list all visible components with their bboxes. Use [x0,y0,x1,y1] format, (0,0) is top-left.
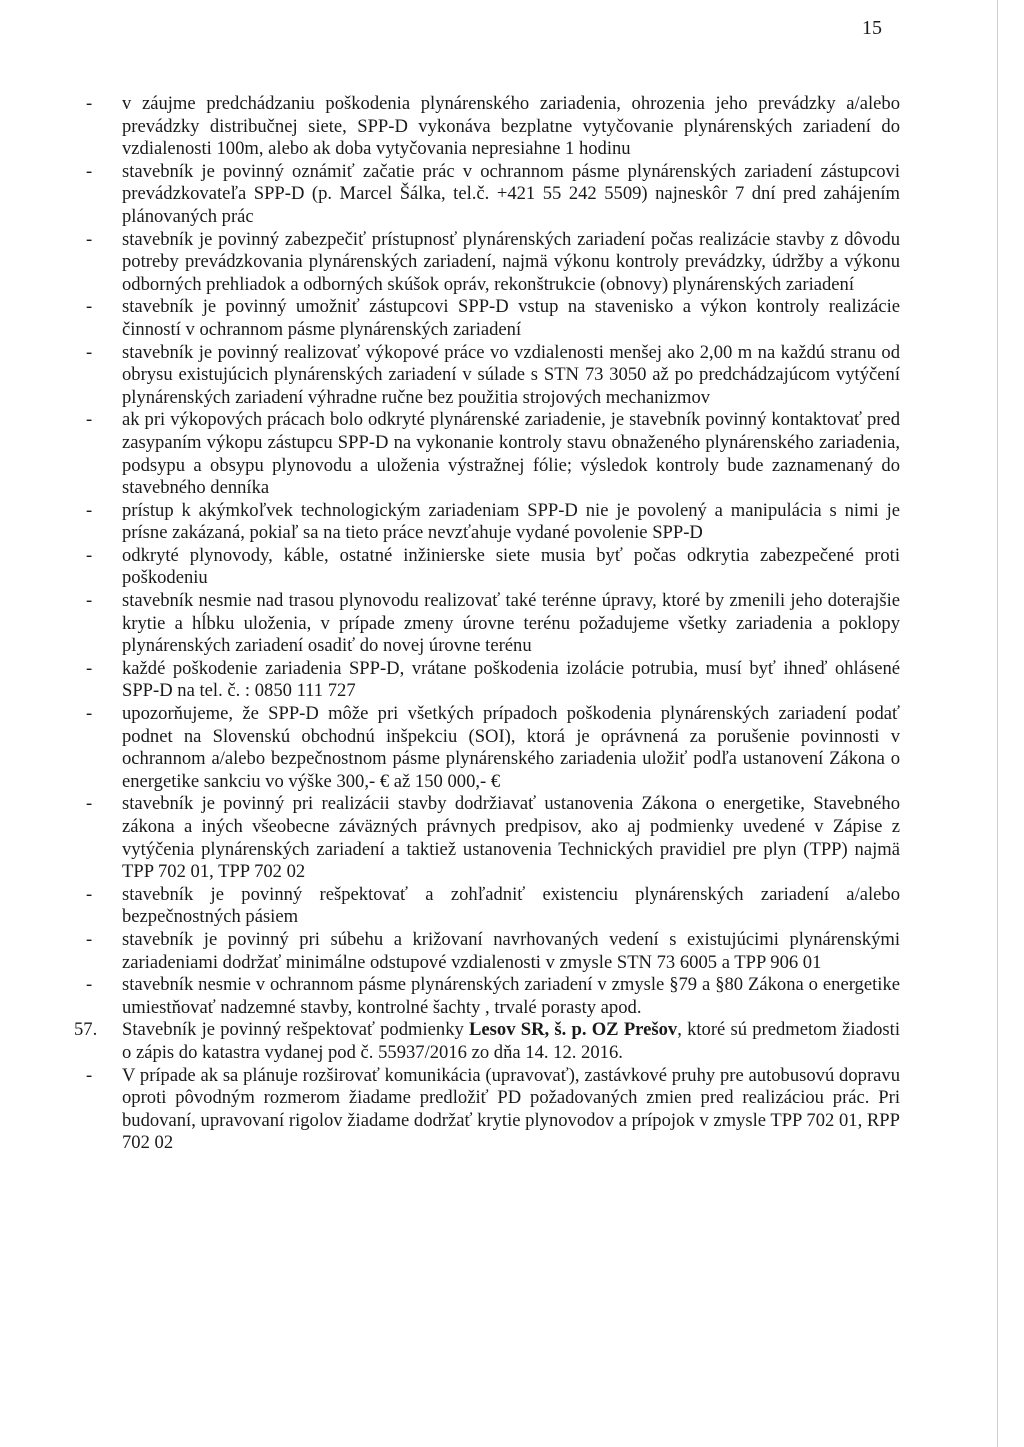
list-item-text: V prípade ak sa plánuje rozširovať komunikácia (upravovať), zastávkové pruhy pre autobusovú dopravu oproti pôvodným rozmerom žiadame predložiť PD požadovaných zmien pred realizáciou prác. Pri budovaní, upravovaní rigolov žiadame dodržať krytie plynovodov a prípojok v zmysle TPP 702 01, RPP 702 02 [122,1064,900,1154]
list-item [74,229,900,297]
list-item [74,545,900,590]
list-item-text: odkryté plynovody, káble, ostatné inžinierske siete musia byť počas odkrytia zabezpečené proti poškodeniu [122,544,900,589]
list-item-text: stavebník je povinný oznámiť začatie prác v ochrannom pásme plynárenských zariadení zástupcovi prevádzkovateľa SPP-D (p. Marcel Šálka, tel.č. +421 55 242 5509) najneskôr 7 dní pred zahájením plánovaných prác [122,160,900,227]
bullet-dash: - [86,499,93,521]
list-item [74,929,900,974]
list-item-text: stavebník nesmie v ochrannom pásme plynárenských zariadení v zmysle §79 a §80 Zákona o energetike umiestňovať nadzemné stavby, kontrolné šachty , trvalé porasty apod. [122,974,900,1018]
bullet-dash: - [86,160,93,182]
list-item [74,703,900,793]
list-item [74,93,900,161]
list-item [74,1065,900,1155]
bullet-dash: - [86,793,93,815]
bullet-dash: - [86,544,93,566]
bullet-dash: - [86,590,93,612]
list-item [74,590,900,658]
list-item-text: upozorňujeme, že SPP-D môže pri všetkých prípadoch poškodenia plynárenských zariadení podať podnet na Slovenskú obchodnú inšpekciu (SOI), ktorá je oprávnená za porušenie povinnosti v ochrannom a/alebo bezpečnostnom pásme plynárenského zariadenia uložiť podľa ustanovení Zákona o energetike sankciu vo výške 300,- € až 150 000,- € [122,703,900,792]
bold-organization-name: Lesov SR, š. p. OZ Prešov [469,1019,678,1041]
list-item-text: stavebník je povinný pri realizácii stavby dodržiavať ustanovenia Zákona o energetike, Stavebného zákona a iných všeobecne záväzných právnych predpisov, ako aj podmienky uvedené v Zápise z vytýčenia plynárenských zariadení a taktiež ustanovenia Technických pravidiel pre plyn (TPP) najmä TPP 702 01, TPP 702 02 [122,793,900,883]
bullet-dash: - [86,657,93,679]
list-item [74,974,900,1019]
numbered-item-text [122,1019,900,1064]
list-item [74,296,900,341]
bullet-dash: - [86,703,93,725]
list-item-text: stavebník je povinný realizovať výkopové práce vo vzdialenosti menšej ako 2,00 m na každú stranu od obrysu existujúcich plynárenských zariadení v súlade s STN 73 3050 až po predchádzajúcom vytýčení plynárenských zariadení výhradne ručne bez použitia strojových mechanizmov [122,341,900,408]
bullet-dash: - [86,409,93,431]
bullet-dash: - [86,228,93,250]
bullet-dash: - [86,341,93,363]
page-number: 15 [862,17,882,39]
list-item-text: ak pri výkopových prácach bolo odkryté plynárenské zariadenie, je stavebník povinný kontaktovať pred zasypaním výkopu zástupcu SPP-D na vykonanie kontroly stavu obnaženého plynárenského zariadenia, podsypu a obsypu plynovodu a uloženia výstražnej fólie; výsledok kontroly bude zaznamenaný do stavebného denníka [122,409,900,499]
list-item-text: stavebník nesmie nad trasou plynovodu realizovať také terénne úpravy, ktoré by zmenili jeho doterajšie krytie a hĺbku uloženia, v prípade zmeny úrovne terénu požadujeme všetky zariadenia a poklopy plynárenských zariadení osadiť do novej úrovne terénu [122,590,900,657]
list-item [74,793,900,883]
list-item-text: každé poškodenie zariadenia SPP-D, vrátane poškodenia izolácie potrubia, musí byť ihneď ohlásené SPP-D na tel. č. : 0850 111 727 [122,657,900,702]
list-item [74,500,900,545]
list-item-text: stavebník je povinný pri súbehu a križovaní navrhovaných vedení s existujúcimi plynárenskými zariadeniami dodržať minimálne odstupové vzdialenosti v zmysle STN 73 6005 a TPP 906 01 [122,928,900,973]
conditions-list [74,93,900,1155]
bullet-dash: - [86,974,93,996]
list-item-text: v záujme predchádzaniu poškodenia plynárenského zariadenia, ohrozenia jeho prevádzky a/alebo prevádzky distribučnej siete, SPP-D vykonáva bezplatne vytyčovanie plynárenských zariadení do vzdialenosti 100m, alebo ak doba vytyčovania nepresiahne 1 hodinu [122,93,900,160]
list-item [74,409,900,499]
bullet-dash: - [86,1064,93,1086]
bullet-dash: - [86,296,93,318]
bullet-dash: - [86,928,93,950]
item-text-end: , ktoré sú predmetom žiadosti o zápis do katastra vydanej pod č. 55937/2016 zo dňa 14. 12. 2016. [122,1019,901,1063]
bullet-dash: - [86,93,93,114]
list-item-text: stavebník je povinný zabezpečiť prístupnosť plynárenských zariadení počas realizácie stavby z dôvodu potreby prevádzkovania plynárenských zariadení, najmä výkonu kontroly prevádzky, údržby a výkonu odborných prehliadok a odborných skúšok opráv, rekonštrukcie (obnovy) plynárenských zariadení [122,228,900,295]
bullet-dash: - [86,883,93,905]
list-item-text: prístup k akýmkoľvek technologickým zariadeniam SPP-D nie je povolený a manipulácia s nimi je prísne zakázaná, pokiaľ sa na tieto práce nevzťahuje vydané povolenie SPP-D [122,499,900,544]
numbered-item-57 [74,1019,900,1064]
list-item [74,884,900,929]
list-item [74,342,900,410]
list-item-text: stavebník je povinný umožniť zástupcovi SPP-D vstup na stavenisko a výkon kontroly realizácie činností v ochrannom pásme plynárenských zariadení [122,296,900,340]
item-number: 57. [74,1019,98,1041]
list-item-text: stavebník je povinný rešpektovať a zohľadniť existenciu plynárenských zariadení a/alebo bezpečnostných pásiem [122,883,900,928]
item-text-start: Stavebník je povinný rešpektovať podmienky [122,1019,470,1041]
list-item [74,161,900,229]
scan-edge-line [997,0,998,1447]
list-item [74,658,900,703]
